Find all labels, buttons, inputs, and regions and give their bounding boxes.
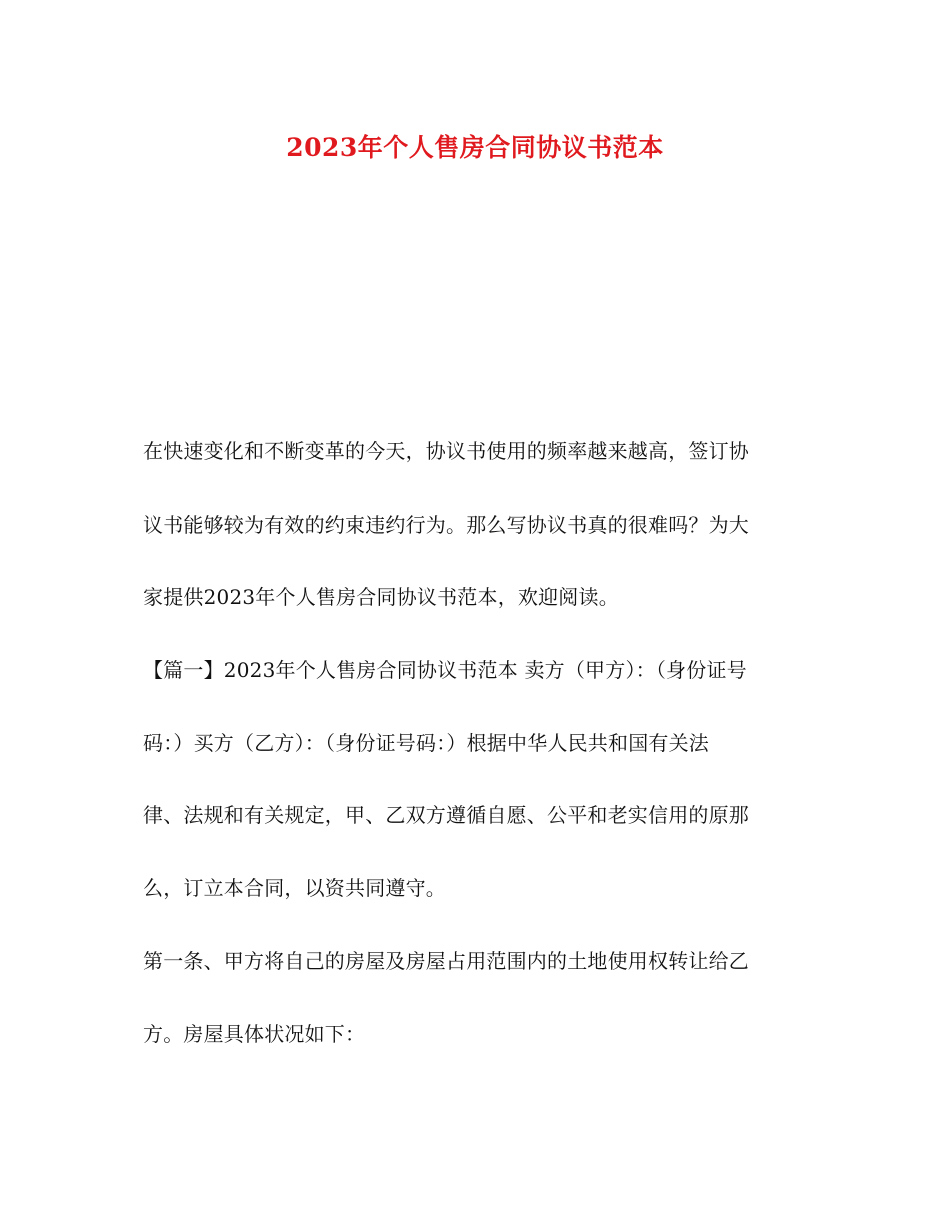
- paragraph-line: 么，订立本合同，以资共同遵守。: [143, 876, 446, 900]
- page-title: 2023年个人售房合同协议书范本: [286, 133, 664, 162]
- paragraph-line: 码：）买方（乙方）：（身份证号码：）根据中华人民共和国有关法: [143, 731, 709, 755]
- paragraph-line: 在快速变化和不断变革的今天，协议书使用的频率越来越高，签订协: [143, 439, 749, 463]
- paragraph-line: 议书能够较为有效的约束违约行为。那么写协议书真的很难吗？为大: [143, 513, 749, 537]
- paragraph-line: 【篇一】2023年个人售房合同协议书范本 卖方（甲方）：（身份证号: [143, 658, 747, 682]
- paragraph-line: 方。房屋具体状况如下：: [143, 1022, 366, 1046]
- paragraph-line: 律、法规和有关规定，甲、乙双方遵循自愿、公平和老实信用的原那: [143, 803, 749, 827]
- paragraph-line: 家提供2023年个人售房合同协议书范本，欢迎阅读。: [143, 585, 619, 609]
- paragraph-line: 第一条、甲方将自己的房屋及房屋占用范围内的土地使用权转让给乙: [143, 949, 749, 973]
